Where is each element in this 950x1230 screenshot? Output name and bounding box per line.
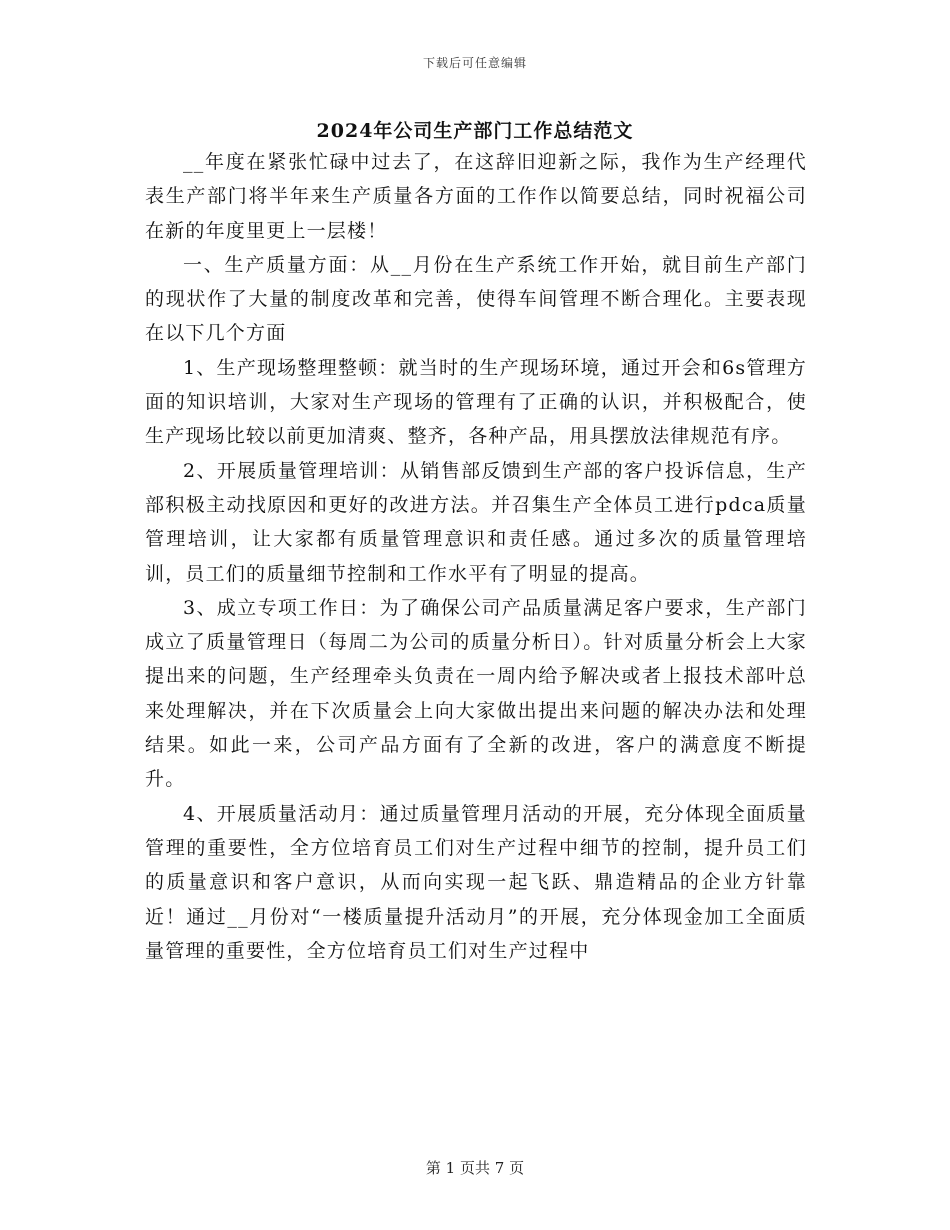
paragraph-section-1: 一、生产质量方面：从__月份在生产系统工作开始，就目前生产部门的现状作了大量的制度改革和完善，使得车间管理不断合理化。主要表现在以下几个方面 bbox=[145, 253, 807, 345]
paragraph-item-3: 3、成立专项工作日：为了确保公司产品质量满足客户要求，生产部门成立了质量管理日（每周二为公司的质量分析日）。针对质量分析会上大家提出来的问题，生产经理牵头负责在一周内给予解决或者上报技术部叶总来处理解决，并在下次质量会上向大家做出提出来问题的解决办法和处理结果。如此一来，公司产品方面有了全新的改进，客户的满意度不断提升。 bbox=[145, 596, 807, 791]
paragraph-item-1: 1、生产现场整理整顿：就当时的生产现场环境，通过开会和6s管理方面的知识培训，大家对生产现场的管理有了正确的认识，并积极配合，使生产现场比较以前更加清爽、整齐，各种产品，用具摆放法律规范有序。 bbox=[145, 356, 807, 448]
paragraph-item-4: 4、开展质量活动月：通过质量管理月活动的开展，充分体现全面质量管理的重要性，全方位培育员工们对生产过程中细节的控制，提升员工们的质量意识和客户意识，从而向实现一起飞跃、鼎造精品的企业方针靠近！通过__月份对“一楼质量提升活动月”的开展，充分体现金加工全面质量管理的重要性，全方位培育员工们对生产过程中 bbox=[145, 802, 807, 962]
document-body bbox=[145, 145, 807, 968]
paragraph-item-2: 2、开展质量管理培训：从销售部反馈到生产部的客户投诉信息，生产部积极主动找原因和更好的改进方法。并召集生产全体员工进行pdca质量管理培训，让大家都有质量管理意识和责任感。通过多次的质量管理培训，员工们的质量细节控制和工作水平有了明显的提高。 bbox=[145, 459, 807, 585]
page-number: 第 1 页共 7 页 bbox=[425, 1159, 525, 1177]
document-title: 2024年公司生产部门工作总结范文 bbox=[316, 120, 634, 142]
paragraph-intro: __年度在紧张忙碌中过去了，在这辞旧迎新之际，我作为生产经理代表生产部门将半年来生产质量各方面的工作作以简要总结，同时祝福公司在新的年度里更上一层楼！ bbox=[145, 151, 807, 242]
header-note: 下载后可任意编辑 bbox=[422, 56, 527, 70]
